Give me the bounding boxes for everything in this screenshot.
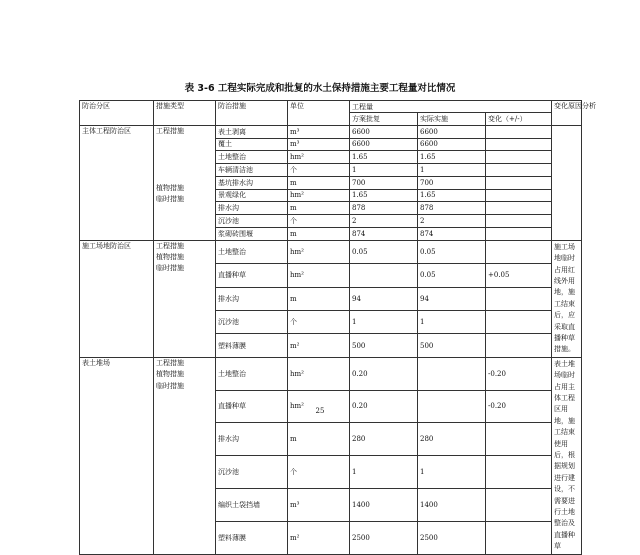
measure-cell: 排水沟 (216, 423, 288, 456)
change-cell (486, 489, 552, 522)
unit-cell: m (288, 176, 350, 189)
unit-cell: m² (288, 334, 350, 357)
approved-cell: 874 (350, 227, 418, 240)
approved-cell: 0.20 (350, 390, 418, 423)
unit-cell: m² (288, 521, 350, 554)
table-row (80, 125, 582, 138)
reason-cell: 表土堆场临时占用主体工程区用地，施工结束使用后，根据规划进行建设，不需要进行土地整治及直播种草 (552, 357, 582, 554)
change-cell (486, 215, 552, 228)
actual-cell: 2 (418, 215, 486, 228)
unit-cell: m³ (288, 489, 350, 522)
actual-cell: 700 (418, 176, 486, 189)
zone-cell: 表土堆场 (80, 357, 154, 554)
approved-cell (350, 264, 418, 287)
table-row (80, 357, 582, 390)
change-cell: -0.20 (486, 357, 552, 390)
measure-cell: 直播种草 (216, 390, 288, 423)
approved-cell: 700 (350, 176, 418, 189)
change-cell (486, 125, 552, 138)
unit-cell: 个 (288, 164, 350, 177)
header-reason: 变化原因分析 (552, 101, 582, 126)
type-label: 临时措施 (156, 381, 184, 390)
reason-cell: 施工场地临时占用红线外用地，施工结束后，应采取直播种草措施。 (552, 240, 582, 357)
measure-cell: 排水沟 (216, 202, 288, 215)
unit-cell: m (288, 287, 350, 310)
table-body (80, 125, 582, 554)
approved-cell: 0.05 (350, 240, 418, 263)
type-label: 工程措施 (156, 126, 184, 135)
measure-cell: 土地整治 (216, 357, 288, 390)
measure-cell: 排水沟 (216, 287, 288, 310)
change-cell (486, 423, 552, 456)
header-actual: 实际实施 (418, 113, 486, 125)
table-title: 表 3-6 工程实际完成和批复的水土保持措施主要工程量对比情况 (184, 83, 456, 94)
unit-cell: m³ (288, 125, 350, 138)
measure-cell: 沉沙池 (216, 310, 288, 333)
type-label: 工程措施 (156, 358, 184, 367)
header-approved: 方案批复 (350, 113, 418, 125)
measure-cell: 景观绿化 (216, 189, 288, 202)
unit-cell: m (288, 202, 350, 215)
type-label (156, 392, 213, 403)
type-label (156, 206, 213, 217)
approved-cell: 6600 (350, 138, 418, 151)
unit-cell: 个 (288, 310, 350, 333)
measure-cell: 沉沙池 (216, 456, 288, 489)
header-type: 措施类型 (154, 101, 216, 126)
type-label: 工程措施 (156, 241, 184, 250)
actual-cell: 878 (418, 202, 486, 215)
type-cell (154, 357, 216, 554)
unit-cell: hm² (288, 151, 350, 164)
change-cell (486, 164, 552, 177)
type-label: 植物措施 (156, 183, 184, 192)
unit-cell: m (288, 423, 350, 456)
change-cell (486, 456, 552, 489)
approved-cell: 1 (350, 164, 418, 177)
actual-cell: 1400 (418, 489, 486, 522)
approved-cell: 6600 (350, 125, 418, 138)
type-label (156, 286, 213, 297)
comparison-table (79, 100, 597, 555)
type-label (156, 415, 213, 426)
unit-cell: hm² (288, 357, 350, 390)
measure-cell: 基坑排水沟 (216, 176, 288, 189)
type-cell (154, 125, 216, 240)
actual-cell: 1 (418, 310, 486, 333)
change-cell (486, 240, 552, 263)
approved-cell: 2 (350, 215, 418, 228)
reason-cell (552, 125, 582, 240)
actual-cell: 500 (418, 334, 486, 357)
change-cell (486, 202, 552, 215)
approved-cell: 280 (350, 423, 418, 456)
change-cell (486, 227, 552, 240)
table-row (80, 240, 582, 263)
zone-cell: 施工场地防治区 (80, 240, 154, 357)
change-cell (486, 521, 552, 554)
measure-cell: 车辆清洁池 (216, 164, 288, 177)
type-label: 临时措施 (156, 264, 184, 273)
actual-cell (418, 357, 486, 390)
unit-cell: hm² (288, 390, 350, 423)
change-cell (486, 176, 552, 189)
header-quantity: 工程量 (350, 101, 552, 113)
unit-cell: m³ (288, 138, 350, 151)
approved-cell: 1 (350, 456, 418, 489)
unit-cell: 个 (288, 215, 350, 228)
measure-cell: 表土剥离 (216, 125, 288, 138)
approved-cell: 878 (350, 202, 418, 215)
approved-cell: 1.65 (350, 151, 418, 164)
unit-cell: m (288, 227, 350, 240)
change-cell (486, 334, 552, 357)
type-label (156, 228, 213, 239)
page-number: 25 (315, 407, 325, 415)
type-label (156, 149, 213, 160)
approved-cell: 1400 (350, 489, 418, 522)
measure-cell: 土地整治 (216, 151, 288, 164)
actual-cell: 6600 (418, 138, 486, 151)
type-label (156, 171, 213, 182)
type-label (156, 160, 213, 171)
measure-cell: 浆砌砖围堰 (216, 227, 288, 240)
header-measure: 防治措施 (216, 101, 288, 126)
measure-cell: 塑料薄膜 (216, 521, 288, 554)
type-label (156, 217, 213, 228)
actual-cell: 0.05 (418, 264, 486, 287)
type-label: 临时措施 (156, 195, 184, 204)
change-cell (486, 287, 552, 310)
unit-cell: hm² (288, 189, 350, 202)
unit-cell: hm² (288, 240, 350, 263)
header-zone: 防治分区 (80, 101, 154, 126)
change-cell: -0.20 (486, 390, 552, 423)
type-cell (154, 240, 216, 357)
approved-cell: 500 (350, 334, 418, 357)
change-cell (486, 189, 552, 202)
approved-cell: 0.20 (350, 357, 418, 390)
type-label (156, 275, 213, 286)
actual-cell: 2500 (418, 521, 486, 554)
actual-cell: 1 (418, 164, 486, 177)
measure-cell: 直播种草 (216, 264, 288, 287)
header-change: 变化（+/-） (486, 113, 552, 125)
measure-cell: 土地整治 (216, 240, 288, 263)
type-label: 植物措施 (156, 370, 184, 379)
actual-cell: 874 (418, 227, 486, 240)
measure-cell: 沉沙池 (216, 215, 288, 228)
actual-cell: 6600 (418, 125, 486, 138)
actual-cell: 1.65 (418, 189, 486, 202)
change-cell (486, 151, 552, 164)
actual-cell: 280 (418, 423, 486, 456)
approved-cell: 94 (350, 287, 418, 310)
actual-cell: 0.05 (418, 240, 486, 263)
measure-cell: 覆土 (216, 138, 288, 151)
change-cell (486, 310, 552, 333)
change-cell (486, 138, 552, 151)
type-label: 植物措施 (156, 253, 184, 262)
header-unit: 单位 (288, 101, 350, 126)
actual-cell: 94 (418, 287, 486, 310)
approved-cell: 1 (350, 310, 418, 333)
measure-cell: 塑料薄膜 (216, 334, 288, 357)
actual-cell: 1.65 (418, 151, 486, 164)
zone-cell: 主体工程防治区 (80, 125, 154, 240)
approved-cell: 2500 (350, 521, 418, 554)
type-label (156, 137, 213, 148)
approved-cell: 1.65 (350, 189, 418, 202)
change-cell: +0.05 (486, 264, 552, 287)
measure-cell: 编织土袋挡墙 (216, 489, 288, 522)
unit-cell: hm² (288, 264, 350, 287)
actual-cell: 1 (418, 456, 486, 489)
unit-cell: 个 (288, 456, 350, 489)
